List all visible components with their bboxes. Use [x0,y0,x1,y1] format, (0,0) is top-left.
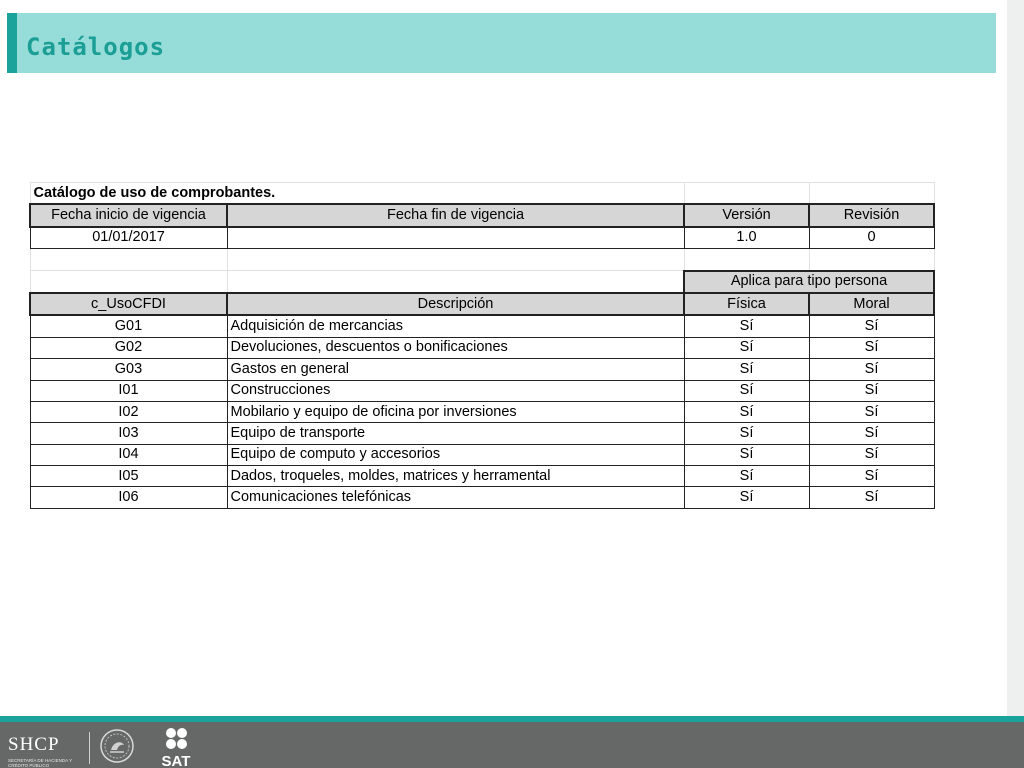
meta-value-cell: 01/01/2017 [30,227,227,249]
uso-code-cell: I05 [30,466,227,487]
group-header-cell: Aplica para tipo persona [684,271,934,293]
column-header-cell: Descripción [227,293,684,315]
description-cell: Adquisición de mercancias [227,315,684,337]
table-row [30,487,934,508]
catalog-table [29,182,935,509]
table-row [30,401,934,422]
moral-cell: Sí [809,359,934,380]
description-cell: Gastos en general [227,359,684,380]
shcp-logo [6,734,86,768]
sheet-title-row [30,183,934,205]
uso-code-cell: I06 [30,487,227,508]
meta-header-cell: Revisión [809,204,934,226]
uso-code-cell: I04 [30,444,227,465]
uso-code-cell: G02 [30,337,227,358]
moral-cell: Sí [809,423,934,444]
fisica-cell: Sí [684,401,809,422]
shcp-subtitle: SECRETARÍA DE HACIENDA Y CRÉDITO PÚBLICO [8,758,73,768]
description-cell: Construcciones [227,380,684,401]
shcp-label: SHCP [8,734,60,755]
meta-value-cell: 0 [809,227,934,249]
table-row [30,337,934,358]
fisica-cell: Sí [684,487,809,508]
meta-header-row [30,204,934,226]
uso-code-cell: I03 [30,423,227,444]
column-header-cell: c_UsoCFDI [30,293,227,315]
moral-cell: Sí [809,380,934,401]
fisica-cell: Sí [684,466,809,487]
meta-header-cell: Versión [684,204,809,226]
table-row [30,423,934,444]
sheet-title: Catálogo de uso de comprobantes. [30,183,684,205]
table-row [30,444,934,465]
table-row [30,380,934,401]
column-header-row [30,293,934,315]
group-header-row [30,271,934,293]
blank-row [30,249,934,271]
sat-label: SAT [161,753,191,768]
fisica-cell: Sí [684,337,809,358]
meta-header-cell: Fecha inicio de vigencia [30,204,227,226]
description-cell: Comunicaciones telefónicas [227,487,684,508]
meta-value-cell: 1.0 [684,227,809,249]
description-cell: Equipo de transporte [227,423,684,444]
uso-code-cell: G03 [30,359,227,380]
meta-value-cell [227,227,684,249]
title-bar [7,13,996,73]
table-row [30,466,934,487]
table-row [30,359,934,380]
description-cell: Dados, troqueles, moldes, matrices y herramental [227,466,684,487]
moral-cell: Sí [809,487,934,508]
moral-cell: Sí [809,337,934,358]
uso-code-cell: I02 [30,401,227,422]
meta-value-row [30,227,934,249]
national-seal-icon [99,728,135,764]
fisica-cell: Sí [684,380,809,401]
description-cell: Mobilario y equipo de oficina por inversiones [227,401,684,422]
table-body [30,315,934,508]
meta-header-cell: Fecha fin de vigencia [227,204,684,226]
footer-divider [89,732,90,764]
spreadsheet-image [29,182,939,506]
table-row [30,315,934,337]
column-header-cell: Moral [809,293,934,315]
uso-code-cell: G01 [30,315,227,337]
slide-title: Catálogos [26,33,166,61]
uso-code-cell: I01 [30,380,227,401]
fisica-cell: Sí [684,315,809,337]
moral-cell: Sí [809,466,934,487]
slide-edge [1007,0,1024,716]
description-cell: Equipo de computo y accesorios [227,444,684,465]
fisica-cell: Sí [684,423,809,444]
column-header-cell: Física [684,293,809,315]
sat-logo-icon [152,726,200,768]
fisica-cell: Sí [684,444,809,465]
moral-cell: Sí [809,444,934,465]
moral-cell: Sí [809,315,934,337]
fisica-cell: Sí [684,359,809,380]
moral-cell: Sí [809,401,934,422]
description-cell: Devoluciones, descuentos o bonificaciones [227,337,684,358]
title-accent [7,13,17,73]
footer-bar [0,722,1024,768]
